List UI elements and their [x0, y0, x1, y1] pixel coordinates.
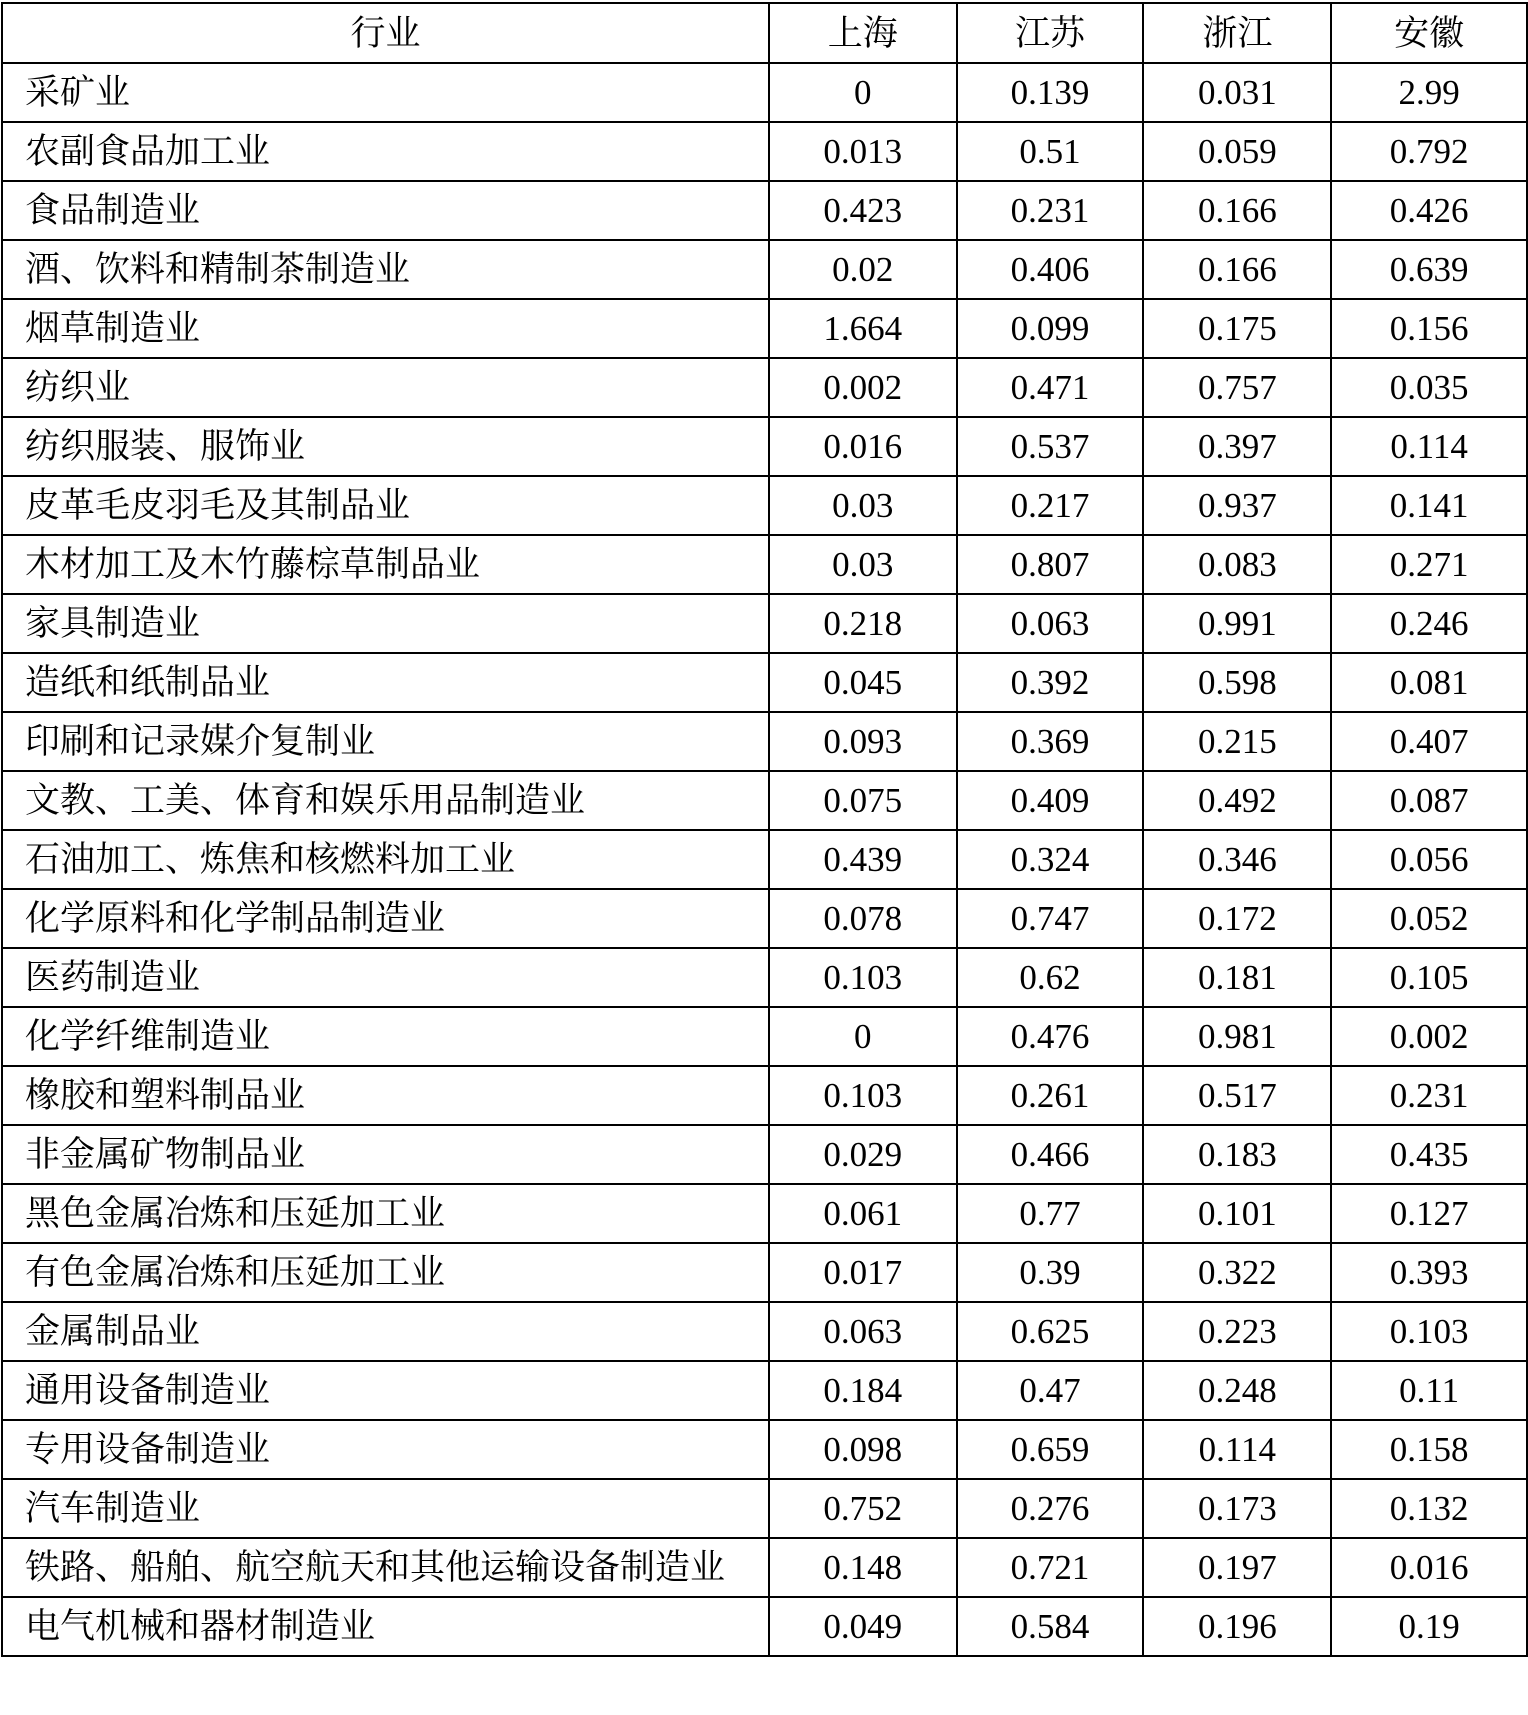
- cell-shanghai: 0.029: [769, 1125, 957, 1184]
- table-header-row: [2, 3, 1527, 63]
- cell-zhejiang: 0.172: [1143, 889, 1331, 948]
- cell-zhejiang: 0.173: [1143, 1479, 1331, 1538]
- cell-shanghai: 0.017: [769, 1243, 957, 1302]
- cell-industry: 文教、工美、体育和娱乐用品制造业: [2, 771, 769, 830]
- cell-anhui: 0.114: [1331, 417, 1527, 476]
- cell-jiangsu: 0.747: [957, 889, 1144, 948]
- cell-jiangsu: 0.476: [957, 1007, 1144, 1066]
- table-row: [2, 535, 1527, 594]
- cell-jiangsu: 0.217: [957, 476, 1144, 535]
- cell-anhui: 0.271: [1331, 535, 1527, 594]
- cell-shanghai: 0.423: [769, 181, 957, 240]
- table-row: [2, 476, 1527, 535]
- cell-anhui: 0.016: [1331, 1538, 1527, 1597]
- cell-zhejiang: 0.181: [1143, 948, 1331, 1007]
- cell-shanghai: 0.016: [769, 417, 957, 476]
- cell-anhui: 0.127: [1331, 1184, 1527, 1243]
- cell-industry: 电气机械和器材制造业: [2, 1597, 769, 1656]
- table-row: [2, 1066, 1527, 1125]
- cell-shanghai: 0.148: [769, 1538, 957, 1597]
- cell-zhejiang: 0.215: [1143, 712, 1331, 771]
- cell-industry: 石油加工、炼焦和核燃料加工业: [2, 830, 769, 889]
- cell-industry: 通用设备制造业: [2, 1361, 769, 1420]
- cell-industry: 家具制造业: [2, 594, 769, 653]
- cell-zhejiang: 0.248: [1143, 1361, 1331, 1420]
- cell-shanghai: 0.049: [769, 1597, 957, 1656]
- cell-anhui: 0.002: [1331, 1007, 1527, 1066]
- cell-anhui: 0.156: [1331, 299, 1527, 358]
- table-row: [2, 889, 1527, 948]
- table-row: [2, 122, 1527, 181]
- cell-anhui: 0.407: [1331, 712, 1527, 771]
- cell-jiangsu: 0.39: [957, 1243, 1144, 1302]
- cell-jiangsu: 0.099: [957, 299, 1144, 358]
- cell-jiangsu: 0.721: [957, 1538, 1144, 1597]
- cell-zhejiang: 0.598: [1143, 653, 1331, 712]
- cell-anhui: 0.052: [1331, 889, 1527, 948]
- header-shanghai: 上海: [769, 3, 957, 63]
- cell-anhui: 0.19: [1331, 1597, 1527, 1656]
- cell-shanghai: 0.075: [769, 771, 957, 830]
- cell-anhui: 2.99: [1331, 63, 1527, 122]
- cell-industry: 采矿业: [2, 63, 769, 122]
- header-anhui: 安徽: [1331, 3, 1527, 63]
- cell-shanghai: 0.752: [769, 1479, 957, 1538]
- table-row: [2, 1184, 1527, 1243]
- table-row: [2, 1007, 1527, 1066]
- table-row: [2, 712, 1527, 771]
- cell-jiangsu: 0.466: [957, 1125, 1144, 1184]
- cell-zhejiang: 0.166: [1143, 181, 1331, 240]
- cell-anhui: 0.056: [1331, 830, 1527, 889]
- cell-shanghai: 0.103: [769, 1066, 957, 1125]
- cell-zhejiang: 0.197: [1143, 1538, 1331, 1597]
- cell-zhejiang: 0.397: [1143, 417, 1331, 476]
- cell-zhejiang: 0.031: [1143, 63, 1331, 122]
- cell-jiangsu: 0.659: [957, 1420, 1144, 1479]
- cell-shanghai: 0.078: [769, 889, 957, 948]
- cell-industry: 医药制造业: [2, 948, 769, 1007]
- table-row: [2, 240, 1527, 299]
- cell-anhui: 0.035: [1331, 358, 1527, 417]
- cell-jiangsu: 0.324: [957, 830, 1144, 889]
- table-row: [2, 1125, 1527, 1184]
- cell-jiangsu: 0.409: [957, 771, 1144, 830]
- cell-jiangsu: 0.584: [957, 1597, 1144, 1656]
- header-industry: 行业: [2, 3, 769, 63]
- cell-shanghai: 0.03: [769, 535, 957, 594]
- cell-zhejiang: 0.322: [1143, 1243, 1331, 1302]
- table-row: [2, 1302, 1527, 1361]
- table-row: [2, 299, 1527, 358]
- cell-shanghai: 0.061: [769, 1184, 957, 1243]
- cell-anhui: 0.105: [1331, 948, 1527, 1007]
- cell-shanghai: 1.664: [769, 299, 957, 358]
- cell-industry: 非金属矿物制品业: [2, 1125, 769, 1184]
- table-row: [2, 830, 1527, 889]
- table-row: [2, 1479, 1527, 1538]
- cell-industry: 木材加工及木竹藤棕草制品业: [2, 535, 769, 594]
- cell-zhejiang: 0.223: [1143, 1302, 1331, 1361]
- cell-anhui: 0.393: [1331, 1243, 1527, 1302]
- cell-industry: 农副食品加工业: [2, 122, 769, 181]
- cell-shanghai: 0.439: [769, 830, 957, 889]
- cell-anhui: 0.246: [1331, 594, 1527, 653]
- cell-anhui: 0.231: [1331, 1066, 1527, 1125]
- industry-data-table: [1, 2, 1528, 1657]
- cell-industry: 有色金属冶炼和压延加工业: [2, 1243, 769, 1302]
- cell-industry: 黑色金属冶炼和压延加工业: [2, 1184, 769, 1243]
- table-body: [2, 63, 1527, 1656]
- cell-jiangsu: 0.47: [957, 1361, 1144, 1420]
- cell-jiangsu: 0.471: [957, 358, 1144, 417]
- cell-zhejiang: 0.517: [1143, 1066, 1331, 1125]
- cell-industry: 纺织业: [2, 358, 769, 417]
- cell-industry: 化学纤维制造业: [2, 1007, 769, 1066]
- cell-zhejiang: 0.757: [1143, 358, 1331, 417]
- cell-anhui: 0.132: [1331, 1479, 1527, 1538]
- cell-jiangsu: 0.77: [957, 1184, 1144, 1243]
- cell-anhui: 0.792: [1331, 122, 1527, 181]
- cell-industry: 汽车制造业: [2, 1479, 769, 1538]
- cell-zhejiang: 0.183: [1143, 1125, 1331, 1184]
- cell-anhui: 0.426: [1331, 181, 1527, 240]
- cell-shanghai: 0.02: [769, 240, 957, 299]
- cell-shanghai: 0.045: [769, 653, 957, 712]
- cell-shanghai: 0.103: [769, 948, 957, 1007]
- header-zhejiang: 浙江: [1143, 3, 1331, 63]
- cell-shanghai: 0.218: [769, 594, 957, 653]
- table-row: [2, 181, 1527, 240]
- cell-zhejiang: 0.083: [1143, 535, 1331, 594]
- cell-shanghai: 0.03: [769, 476, 957, 535]
- table-row: [2, 63, 1527, 122]
- cell-jiangsu: 0.231: [957, 181, 1144, 240]
- table-row: [2, 1361, 1527, 1420]
- cell-industry: 化学原料和化学制品制造业: [2, 889, 769, 948]
- cell-shanghai: 0.093: [769, 712, 957, 771]
- table-row: [2, 771, 1527, 830]
- cell-industry: 纺织服装、服饰业: [2, 417, 769, 476]
- table-row: [2, 358, 1527, 417]
- cell-anhui: 0.639: [1331, 240, 1527, 299]
- cell-industry: 酒、饮料和精制茶制造业: [2, 240, 769, 299]
- cell-industry: 印刷和记录媒介复制业: [2, 712, 769, 771]
- cell-zhejiang: 0.937: [1143, 476, 1331, 535]
- table-row: [2, 653, 1527, 712]
- cell-industry: 造纸和纸制品业: [2, 653, 769, 712]
- table-row: [2, 594, 1527, 653]
- cell-zhejiang: 0.981: [1143, 1007, 1331, 1066]
- cell-jiangsu: 0.139: [957, 63, 1144, 122]
- cell-anhui: 0.103: [1331, 1302, 1527, 1361]
- table-row: [2, 1597, 1527, 1656]
- cell-jiangsu: 0.51: [957, 122, 1144, 181]
- cell-zhejiang: 0.196: [1143, 1597, 1331, 1656]
- cell-jiangsu: 0.392: [957, 653, 1144, 712]
- cell-industry: 铁路、船舶、航空航天和其他运输设备制造业: [2, 1538, 769, 1597]
- cell-shanghai: 0.013: [769, 122, 957, 181]
- cell-shanghai: 0: [769, 1007, 957, 1066]
- cell-industry: 烟草制造业: [2, 299, 769, 358]
- header-jiangsu: 江苏: [957, 3, 1144, 63]
- cell-jiangsu: 0.625: [957, 1302, 1144, 1361]
- cell-anhui: 0.158: [1331, 1420, 1527, 1479]
- cell-zhejiang: 0.114: [1143, 1420, 1331, 1479]
- cell-anhui: 0.11: [1331, 1361, 1527, 1420]
- cell-industry: 金属制品业: [2, 1302, 769, 1361]
- cell-anhui: 0.435: [1331, 1125, 1527, 1184]
- cell-zhejiang: 0.166: [1143, 240, 1331, 299]
- cell-zhejiang: 0.059: [1143, 122, 1331, 181]
- cell-zhejiang: 0.991: [1143, 594, 1331, 653]
- table-row: [2, 1420, 1527, 1479]
- cell-zhejiang: 0.346: [1143, 830, 1331, 889]
- cell-zhejiang: 0.492: [1143, 771, 1331, 830]
- cell-industry: 食品制造业: [2, 181, 769, 240]
- cell-anhui: 0.081: [1331, 653, 1527, 712]
- cell-jiangsu: 0.063: [957, 594, 1144, 653]
- cell-jiangsu: 0.261: [957, 1066, 1144, 1125]
- cell-zhejiang: 0.175: [1143, 299, 1331, 358]
- cell-shanghai: 0.184: [769, 1361, 957, 1420]
- cell-anhui: 0.087: [1331, 771, 1527, 830]
- cell-industry: 皮革毛皮羽毛及其制品业: [2, 476, 769, 535]
- cell-jiangsu: 0.807: [957, 535, 1144, 594]
- cell-jiangsu: 0.537: [957, 417, 1144, 476]
- cell-jiangsu: 0.406: [957, 240, 1144, 299]
- cell-zhejiang: 0.101: [1143, 1184, 1331, 1243]
- cell-shanghai: 0: [769, 63, 957, 122]
- cell-jiangsu: 0.276: [957, 1479, 1144, 1538]
- cell-shanghai: 0.098: [769, 1420, 957, 1479]
- table-row: [2, 1538, 1527, 1597]
- cell-anhui: 0.141: [1331, 476, 1527, 535]
- cell-industry: 专用设备制造业: [2, 1420, 769, 1479]
- cell-jiangsu: 0.369: [957, 712, 1144, 771]
- cell-shanghai: 0.063: [769, 1302, 957, 1361]
- table-row: [2, 417, 1527, 476]
- cell-shanghai: 0.002: [769, 358, 957, 417]
- cell-jiangsu: 0.62: [957, 948, 1144, 1007]
- cell-industry: 橡胶和塑料制品业: [2, 1066, 769, 1125]
- table-row: [2, 1243, 1527, 1302]
- table-row: [2, 948, 1527, 1007]
